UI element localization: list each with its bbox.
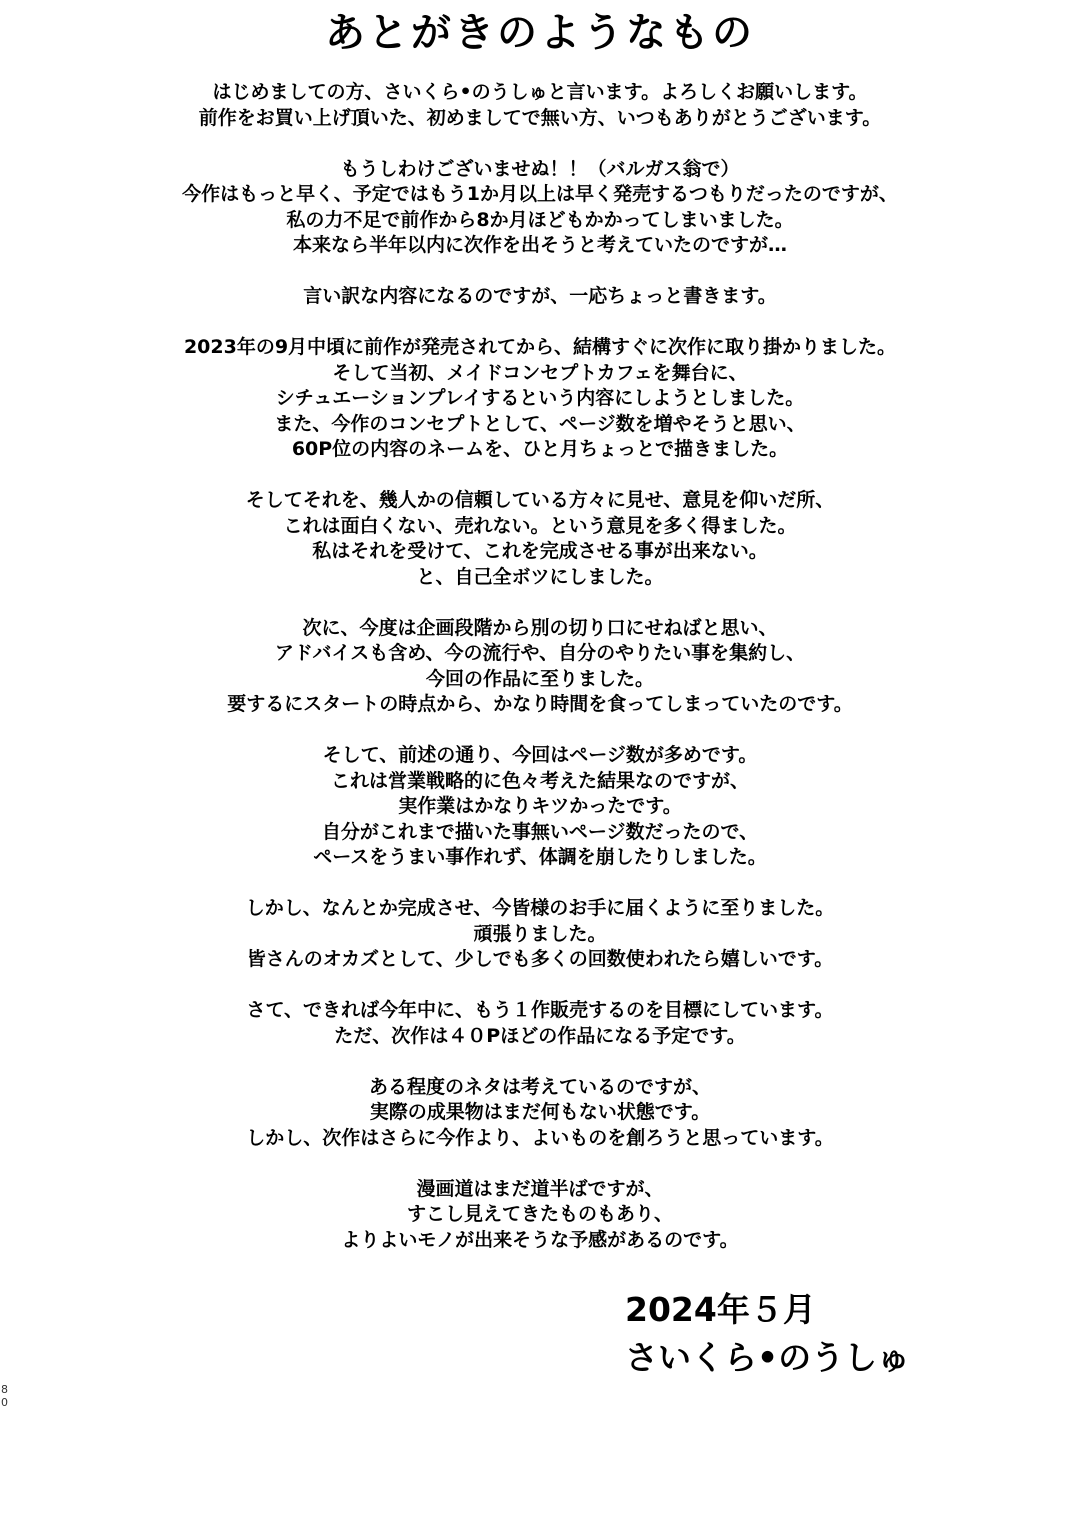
- text-line: 要するにスタートの時点から、かなり時間を食ってしまっていたのです。: [227, 693, 853, 715]
- page-title: あとがきのようなもの: [325, 9, 755, 56]
- paragraph: [0, 488, 1080, 590]
- text-line: ペースをうまい事作れず、体調を崩したりしました。: [313, 846, 767, 868]
- text-line: アドバイスも含め、今の流行や、自分のやりたい事を集約し、: [274, 642, 806, 664]
- text-line: 実作業はかなりキツかったです。: [398, 795, 682, 817]
- text-line: 自分がこれまで描いた事無いページ数だったので、: [321, 820, 759, 843]
- text-line: 頑張りました。: [473, 922, 607, 945]
- text-line: 実際の成果物はまだ何もない状態です。: [369, 1101, 711, 1123]
- text-line: そして、前述の通り、今回はページ数が多めです。: [322, 744, 758, 766]
- text-line: ただ、次作は４０Pほどの作品になる予定です。: [334, 1024, 746, 1047]
- signature-block: [625, 1286, 910, 1382]
- afterword-body: [0, 80, 1080, 1279]
- text-line: もうしわけございませぬ！！（バルガス翁で）: [340, 157, 740, 180]
- text-line: 本来なら半年以内に次作を出そうと考えていたのですが…: [292, 234, 787, 256]
- text-line: すこし見えてきたものもあり、: [406, 1203, 673, 1225]
- text-line: シチュエーションプレイするという内容にしようとしました。: [275, 387, 805, 409]
- paragraph: [0, 284, 1080, 310]
- paragraph: [0, 1177, 1080, 1254]
- text-line: ある程度のネタは考えているのですが、: [368, 1075, 711, 1098]
- text-line: 今作はもっと早く、予定ではもう1か月以上は早く発売するつもりだったのですが、: [182, 183, 898, 205]
- signature-date: 2024年５月: [625, 1290, 816, 1329]
- text-line: 言い訳な内容になるのですが、一応ちょっと書きます。: [303, 285, 777, 307]
- signature-author: さいくら•のうしゅ: [625, 1338, 911, 1377]
- text-line: これは営業戦略的に色々考えた結果なのですが、: [330, 769, 749, 792]
- paragraph: [0, 157, 1080, 259]
- paragraph: [0, 896, 1080, 973]
- text-line: 私の力不足で前作から8か月ほどもかかってしまいました。: [286, 208, 794, 231]
- text-line: しかし、なんとか完成させ、今皆様のお手に届くように至りました。: [245, 897, 835, 919]
- text-line: 60P位の内容のネームを、ひと月ちょっとで描きました。: [291, 438, 789, 460]
- text-line: しかし、次作はさらに今作より、よいものを創ろうと思っています。: [246, 1126, 834, 1149]
- paragraph: [0, 1075, 1080, 1152]
- text-line: そしてそれを、幾人かの信頼している方々に見せ、意見を仰いだ所、: [245, 489, 835, 511]
- text-line: これは面白くない、売れない。という意見を多く得ました。: [283, 514, 797, 537]
- paragraph: [0, 80, 1080, 131]
- text-line: と、自己全ボツにしました。: [416, 565, 664, 588]
- text-line: また、今作のコンセプトとして、ページ数を増やそうと思い、: [274, 412, 806, 435]
- paragraph: [0, 743, 1080, 871]
- paragraph: [0, 616, 1080, 718]
- text-line: 前作をお買い上げ頂いた、初めましてで無い方、いつもありがとうございます。: [198, 106, 882, 129]
- paragraph: [0, 335, 1080, 463]
- page-number: 80: [1, 1383, 8, 1409]
- text-line: 今回の作品に至りました。: [425, 667, 654, 690]
- paragraph: [0, 998, 1080, 1049]
- text-line: 皆さんのオカズとして、少しでも多くの回数使われたら嬉しいです。: [246, 948, 834, 970]
- text-line: よりよいモノが出来そうな予感があるのです。: [341, 1228, 739, 1251]
- text-line: 2023年の9月中頃に前作が発売されてから、結構すぐに次作に取り掛かりました。: [183, 336, 897, 358]
- text-line: 次に、今度は企画段階から別の切り口にせねばと思い、: [302, 616, 778, 639]
- text-line: そして当初、メイドコンセプトカフェを舞台に、: [332, 361, 748, 384]
- text-line: さて、できれば今年中に、もう１作販売するのを目標にしています。: [246, 999, 834, 1021]
- text-line: 私はそれを受けて、これを完成させる事が出来ない。: [312, 540, 768, 562]
- text-line: はじめましての方、さいくら•のうしゅと言います。よろしくお願いします。: [212, 81, 868, 103]
- text-line: 漫画道はまだ道半ばですが、: [416, 1177, 664, 1200]
